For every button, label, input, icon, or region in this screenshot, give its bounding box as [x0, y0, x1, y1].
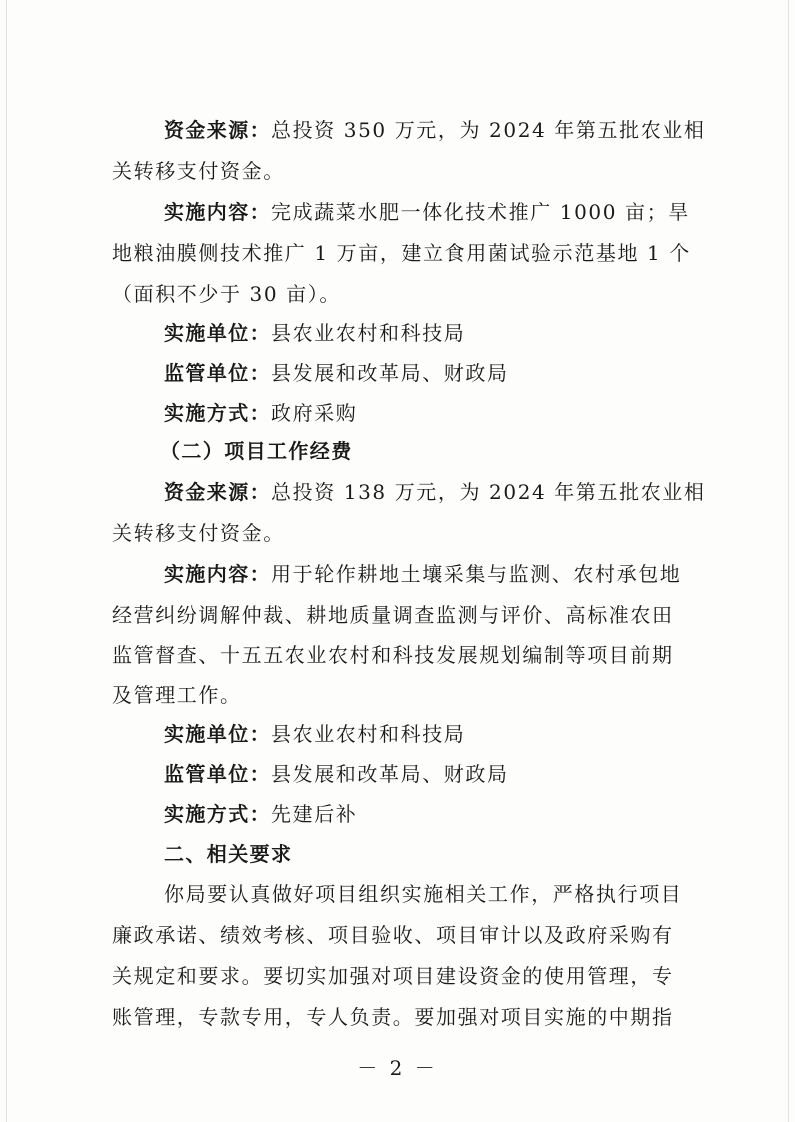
line-text: 经营纠纷调解仲裁、耕地质量调查监测与评价、高标准农田	[112, 603, 674, 627]
paragraph-line	[164, 198, 690, 226]
paragraph-line	[164, 760, 509, 788]
line-text: 账管理，专款专用，专人负责。要加强对项目实施的中期指	[112, 1005, 674, 1029]
line-text: 关规定和要求。要切实加强对项目建设资金的使用管理，专	[112, 964, 674, 988]
field-value: 总投资 350 万元，为 2024 年第五批农业相	[271, 118, 706, 142]
field-value: 用于轮作耕地土壤采集与监测、农村承包地	[271, 562, 682, 586]
paragraph-line	[112, 239, 691, 267]
line-text: 关转移支付资金。	[112, 159, 285, 183]
paragraph-line	[164, 478, 706, 506]
scan-edge-right	[788, 0, 789, 1122]
field-label-content: 实施内容：	[164, 200, 271, 224]
field-label-method: 实施方式：	[164, 401, 271, 425]
line-text: 你局要认真做好项目组织实施相关工作，严格执行项目	[164, 882, 683, 906]
field-label-supervisor: 监管单位：	[164, 762, 271, 786]
field-label-method: 实施方式：	[164, 802, 271, 826]
field-label-implementer: 实施单位：	[164, 722, 271, 746]
paragraph-line	[164, 720, 465, 748]
paragraph-line	[164, 800, 357, 828]
section-heading	[164, 840, 292, 868]
paragraph-line	[164, 116, 706, 144]
line-text: 关转移支付资金。	[112, 521, 285, 545]
field-value: 县农业农村和科技局	[271, 321, 466, 345]
paragraph-line	[112, 921, 674, 949]
field-value: 县发展和改革局、财政局	[271, 762, 509, 786]
field-label-content: 实施内容：	[164, 562, 271, 586]
line-text: （面积不少于 30 亩）。	[112, 282, 341, 306]
paragraph-line	[112, 157, 285, 185]
field-label-funding-source: 资金来源：	[164, 480, 271, 504]
paragraph-line	[164, 560, 681, 588]
field-value: 总投资 138 万元，为 2024 年第五批农业相	[271, 480, 706, 504]
line-text: 监管督查、十五五农业农村和科技发展规划编制等项目前期	[112, 643, 674, 667]
field-value: 县农业农村和科技局	[271, 722, 466, 746]
paragraph-line	[112, 601, 674, 629]
paragraph-line	[164, 399, 357, 427]
paragraph-line	[112, 519, 285, 547]
field-value: 完成蔬菜水肥一体化技术推广 1000 亩；旱	[271, 200, 690, 224]
page-number: － 2 －	[357, 1056, 438, 1080]
heading-text: 二、相关要求	[164, 842, 293, 866]
paragraph-line	[112, 681, 242, 709]
paragraph-line	[164, 359, 509, 387]
field-value: 政府采购	[271, 401, 358, 425]
field-label-funding-source: 资金来源：	[164, 118, 271, 142]
line-text: 廉政承诺、绩效考核、项目验收、项目审计以及政府采购有	[112, 923, 674, 947]
paragraph-line	[112, 1003, 674, 1031]
section-subheading	[160, 437, 353, 465]
paragraph-line	[164, 319, 465, 347]
line-text: 地粮油膜侧技术推广 1 万亩，建立食用菌试验示范基地 1 个	[112, 241, 691, 265]
scan-edge-left	[6, 0, 7, 1122]
subheading-text: （二）项目工作经费	[160, 439, 353, 463]
paragraph-line	[164, 880, 682, 908]
paragraph-line	[112, 962, 674, 990]
paragraph-line	[112, 280, 341, 308]
field-label-implementer: 实施单位：	[164, 321, 271, 345]
field-value: 先建后补	[271, 802, 358, 826]
paragraph-line	[112, 641, 674, 669]
field-value: 县发展和改革局、财政局	[271, 361, 509, 385]
field-label-supervisor: 监管单位：	[164, 361, 271, 385]
line-text: 及管理工作。	[112, 683, 242, 707]
